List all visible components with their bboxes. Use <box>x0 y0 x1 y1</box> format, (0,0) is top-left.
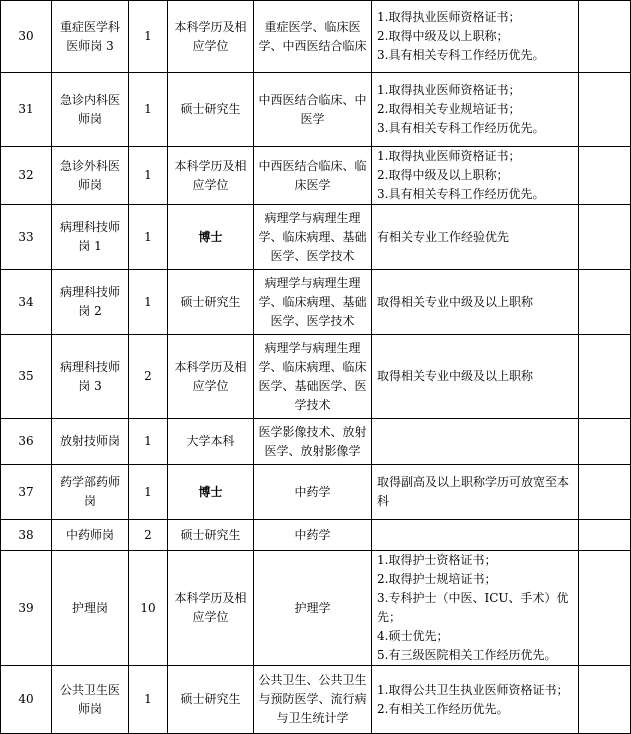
requirements-cell <box>372 666 579 734</box>
requirements-cell <box>372 520 579 551</box>
headcount-cell: 1 <box>129 205 168 270</box>
headcount-cell: 10 <box>129 551 168 666</box>
position-cell: 病理科技师岗 3 <box>52 335 129 419</box>
headcount-cell: 1 <box>129 73 168 147</box>
requirements-cell <box>372 1 579 73</box>
education-cell: 本科学历及相应学位 <box>168 1 254 73</box>
education-cell: 本科学历及相应学位 <box>168 147 254 205</box>
requirement-line: 2.取得中级及以上职称； <box>377 168 509 182</box>
major-cell: 病理学与病理生理学、临床病理、基础医学、医学技术 <box>254 205 372 270</box>
headcount-cell: 2 <box>129 335 168 419</box>
remarks-cell <box>579 666 631 734</box>
requirement-line: 取得相关专业中级及以上职称 <box>377 369 534 383</box>
remarks-cell <box>579 205 631 270</box>
remarks-cell <box>579 335 631 419</box>
row-number-cell: 40 <box>1 666 52 734</box>
row-number-cell: 34 <box>1 270 52 335</box>
remarks-cell <box>579 147 631 205</box>
major-cell: 中西医结合临床、中医学 <box>254 73 372 147</box>
table-row <box>1 419 631 465</box>
requirement-line: 1.取得执业医师资格证书； <box>377 149 521 163</box>
remarks-cell <box>579 465 631 520</box>
row-number-cell: 31 <box>1 73 52 147</box>
headcount-cell: 1 <box>129 1 168 73</box>
education-cell: 硕士研究生 <box>168 520 254 551</box>
remarks-cell <box>579 520 631 551</box>
table-row <box>1 1 631 73</box>
requirements-cell <box>372 205 579 270</box>
education-cell: 大学本科 <box>168 419 254 465</box>
requirement-line: 2.取得中级及以上职称； <box>377 29 509 43</box>
major-cell: 中西医结合临床、临床医学 <box>254 147 372 205</box>
requirement-line: 2.取得相关专业规培证书； <box>377 102 521 116</box>
row-number-cell: 39 <box>1 551 52 666</box>
requirement-line: 有相关专业工作经验优先 <box>377 229 510 244</box>
position-cell: 公共卫生医师岗 <box>52 666 129 734</box>
requirement-line: 2.有相关工作经历优先。 <box>377 701 509 716</box>
requirement-line: 1.取得执业医师资格证书； <box>377 10 521 24</box>
remarks-cell <box>579 419 631 465</box>
position-cell: 中药师岗 <box>52 520 129 551</box>
row-number-cell: 37 <box>1 465 52 520</box>
table-row <box>1 465 631 520</box>
education-cell: 博士 <box>168 205 254 270</box>
row-number-cell: 32 <box>1 147 52 205</box>
requirement-line: 3.具有相关专科工作经历优先。 <box>377 48 545 62</box>
requirement-line: 4.硕士优先； <box>377 629 449 643</box>
remarks-cell <box>579 73 631 147</box>
row-number-cell: 30 <box>1 1 52 73</box>
position-cell: 放射技师岗 <box>52 419 129 465</box>
major-cell: 重症医学、临床医学、中西医结合临床 <box>254 1 372 73</box>
position-cell: 病理科技师岗 2 <box>52 270 129 335</box>
major-cell: 医学影像技术、放射医学、放射影像学 <box>254 419 372 465</box>
position-cell: 护理岗 <box>52 551 129 666</box>
headcount-cell: 1 <box>129 419 168 465</box>
education-cell: 硕士研究生 <box>168 73 254 147</box>
education-cell: 硕士研究生 <box>168 270 254 335</box>
requirements-cell <box>372 551 579 666</box>
requirement-line: 取得副高及以上职称学历可放宽至本科 <box>377 475 570 508</box>
remarks-cell <box>579 270 631 335</box>
major-cell: 病理学与病理生理学、临床病理、临床医学、基础医学、医学技术 <box>254 335 372 419</box>
requirement-line: 1.取得公共卫生执业医师资格证书； <box>377 682 569 697</box>
table-row <box>1 520 631 551</box>
remarks-cell <box>579 551 631 666</box>
position-cell: 药学部药师岗 <box>52 465 129 520</box>
row-number-cell: 38 <box>1 520 52 551</box>
row-number-cell: 35 <box>1 335 52 419</box>
major-cell: 中药学 <box>254 520 372 551</box>
education-cell: 本科学历及相应学位 <box>168 551 254 666</box>
major-cell: 中药学 <box>254 465 372 520</box>
requirement-line: 2.取得护士规培证书； <box>377 572 497 586</box>
education-cell: 博士 <box>168 465 254 520</box>
requirements-cell <box>372 270 579 335</box>
position-cell: 急诊外科医师岗 <box>52 147 129 205</box>
table-row <box>1 335 631 419</box>
headcount-cell: 1 <box>129 465 168 520</box>
table-row <box>1 551 631 666</box>
education-cell: 本科学历及相应学位 <box>168 335 254 419</box>
requirement-line: 3.专科护士（中医、ICU、手术）优先； <box>377 591 569 624</box>
position-cell: 重症医学科医师岗 3 <box>52 1 129 73</box>
requirement-line: 3.具有相关专科工作经历优先。 <box>377 121 545 135</box>
table-row <box>1 205 631 270</box>
requirements-cell <box>372 147 579 205</box>
table-row <box>1 666 631 734</box>
requirement-line: 1.取得护士资格证书； <box>377 553 497 567</box>
row-number-cell: 33 <box>1 205 52 270</box>
row-number-cell: 36 <box>1 419 52 465</box>
requirement-line: 取得相关专业中级及以上职称 <box>377 294 534 309</box>
requirements-cell <box>372 465 579 520</box>
headcount-cell: 1 <box>129 270 168 335</box>
major-cell: 病理学与病理生理学、临床病理、基础医学、医学技术 <box>254 270 372 335</box>
table-body <box>1 1 631 734</box>
remarks-cell <box>579 1 631 73</box>
education-cell: 硕士研究生 <box>168 666 254 734</box>
table-row <box>1 147 631 205</box>
requirement-line: 5.有三级医院相关工作经历优先。 <box>377 648 557 662</box>
requirement-line: 1.取得执业医师资格证书； <box>377 83 521 97</box>
headcount-cell: 1 <box>129 147 168 205</box>
headcount-cell: 2 <box>129 520 168 551</box>
position-cell: 急诊内科医师岗 <box>52 73 129 147</box>
requirements-cell <box>372 335 579 419</box>
major-cell: 公共卫生、公共卫生与预防医学、流行病与卫生统计学 <box>254 666 372 734</box>
headcount-cell: 1 <box>129 666 168 734</box>
requirements-cell <box>372 419 579 465</box>
table-row <box>1 73 631 147</box>
requirement-line: 3.具有相关专科工作经历优先。 <box>377 187 545 201</box>
major-cell: 护理学 <box>254 551 372 666</box>
table-row <box>1 270 631 335</box>
requirements-cell <box>372 73 579 147</box>
position-cell: 病理科技师岗 1 <box>52 205 129 270</box>
